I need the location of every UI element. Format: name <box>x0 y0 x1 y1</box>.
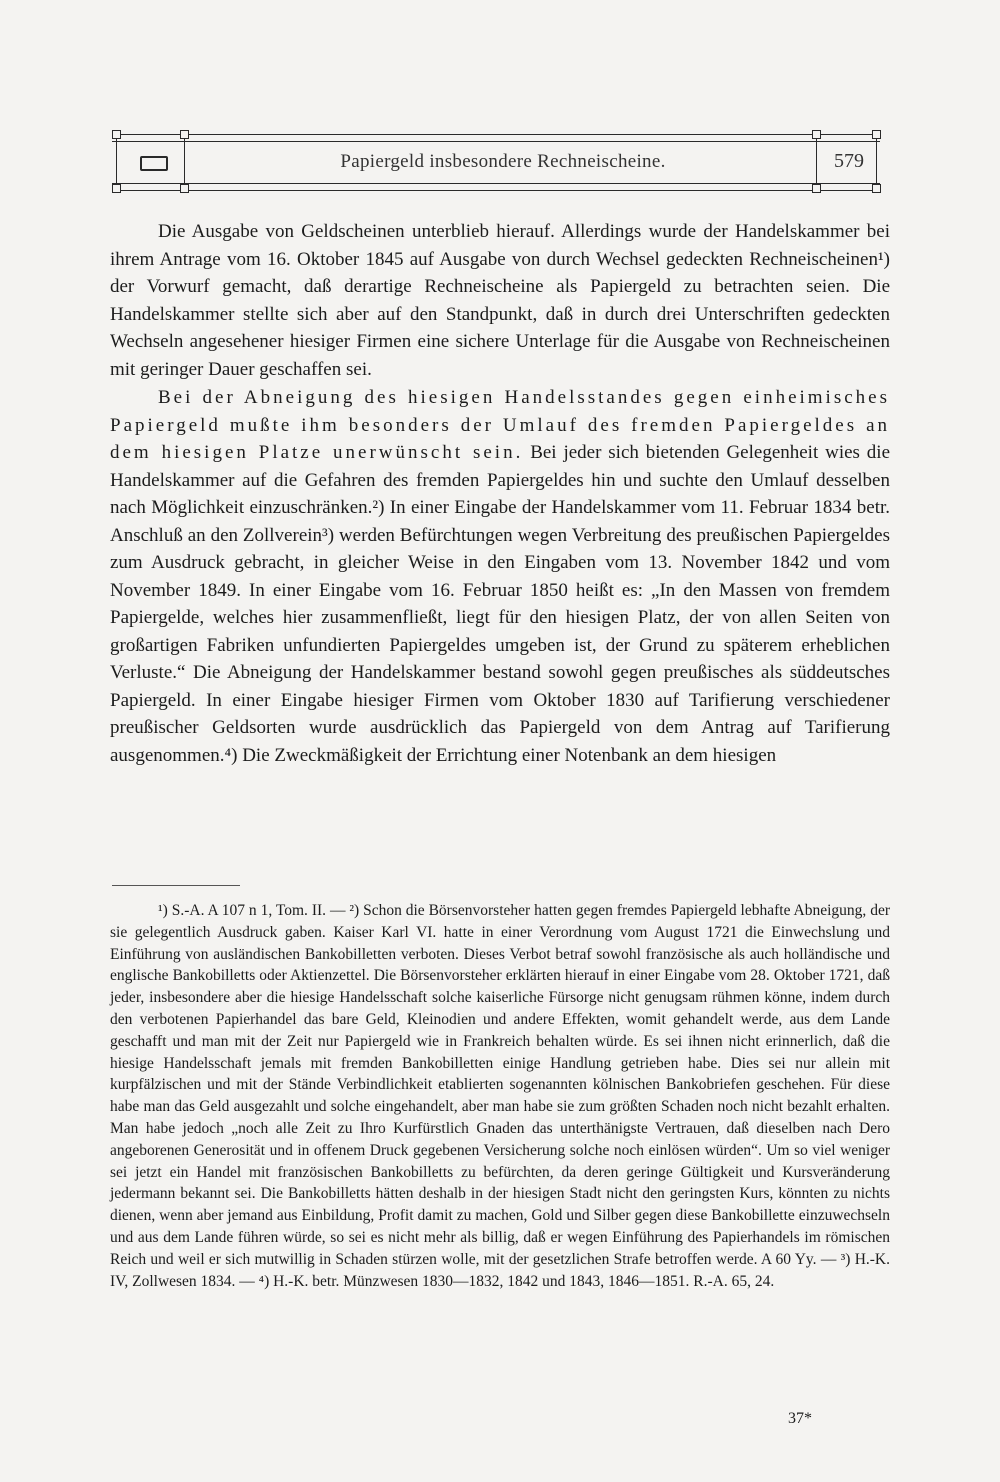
signature-mark: 37* <box>788 1410 812 1427</box>
header-corner-ornament <box>812 130 821 139</box>
paragraph-continuation: Bei jeder sich bietenden Gelegenheit wies die Handelskammer auf die Gefahren des fremden Papiergeldes hin und suchte den Umlauf desselben nach Möglichkeit einzuschränken.²) In einer Eingabe der Handelskammer vom 11. Februar 1834 betr. Anschluß an den Zollverein³) werden Befürchtungen wegen Verbreitung des preußischen Papiergeldes zum Ausdruck gebracht, in gleicher Weise in den Eingaben vom 13. November 1842 und vom November 1849. In einer Eingabe vom 16. Februar 1850 heißt es: „In den Massen von fremdem Papiergelde, welches hier zusammenfließt, liegt für den hiesigen Platz, der von allen Seiten von großartigen Fabriken unfundierten Papiergeldes umgeben ist, der Grund zu späterem erheblichen Verluste.“ Die Abneigung der Handelskammer bestand sowohl gegen preußisches als süddeutsches Papiergeld. In einer Eingabe hiesiger Firmen vom Oktober 1830 auf Tarifierung verschiedener preußischer Geldsorten wurde ausdrücklich das Papiergeld von dem Antrag auf Tarifierung ausgenommen.⁴) Die Zweckmäßigkeit der Errichtung einer Notenbank an dem hiesigen <box>110 442 890 766</box>
main-text <box>110 218 890 769</box>
header-box-ornament-icon <box>140 156 168 171</box>
spaced-emphasis: Bei der Abneigung des hiesigen Handelsstandes gegen einheimisches Papiergeld mußte ihm besonders der Umlauf des fremden Papiergeldes an dem hiesigen Platze unerwünscht sein. <box>110 387 890 463</box>
header-corner-ornament <box>112 184 121 193</box>
header-corner-ornament <box>872 184 881 193</box>
header-corner-ornament <box>180 184 189 193</box>
footnote-separator <box>112 885 240 886</box>
footnote-text: ¹) S.-A. A 107 n 1, Tom. II. — ²) Schon die Börsenvorsteher hatten gegen fremdes Papiergeld lebhafte Abneigung, der sie gelegentlich Ausdruck gaben. Kaiser Karl VI. hatte in einer Verordnung vom August 1721 die Einwechslung und Einführung von ausländischen Bankobilletten verboten. Dieses Verbot betraf sowohl französische als auch holländische und englische Bankobilletts oder Aktienzettel. Die Börsenvorsteher erklärten hierauf in einer Eingabe vom 28. Oktober 1721, daß jeder, insbesondere aber die hiesige Handelsschaft solche kaiserliche Fürsorge nicht genugsam rühmen könne, indem durch den verbotenen Papierhandel das bare Geld, Kleinodien und andere Effekten, womit gehandelt werde, aus dem Lande geschafft und man mit der Zeit nur Papiergeld wie in Frankreich behalten würde. Es sei ihnen nicht erinnerlich, daß die hiesige Handelsschaft jemals mit fremden Bankobilletten einige Handlung getrieben habe. Dies sei nur allein mit kurpfälzischen und mit der Stände Verbindlichkeit etablierten sogenannten kölnischen Bankobriefen geschehen. Für diese habe man das Geld ausgezahlt und solche eingehandelt, aber man habe sie zum größten Schaden noch nicht bezahlt erhalten. Man habe jedoch „noch alle Zeit zu Ihro Kurfürstlich Gnaden das unterthänigste Vertrauen, daß dieselben nach Dero angeborenen Generosität und in offenem Druck gegebenen Versicherung solche noch einlösen würden“. Um so viel weniger sei jetzt ein Handel mit französischen Bankobilletts zu befürchten, da deren geringe Gültigkeit und Kursveränderung jedermann bekannt sei. Die Bankobilletts hätten deshalb in der hiesigen Stadt nicht den geringsten Kurs, könnten zu nichts dienen, wenn aber jemand aus Einbildung, Profit damit zu machen, Gold und Silber gegen diese Bankobillette einzuwechseln und aus dem Lande führen würde, so sei es nicht mehr als billig, daß er wegen Einführung des Papierhandels im römischen Reich und weil er sich mutwillig in Schaden stürzen wolle, mit der gesetzlichen Strafe betroffen werde. A 60 Yy. — ³) H.-K. IV, Zollwesen 1834. — ⁴) H.-K. betr. Münzwesen 1830—1832, 1842 und 1843, 1846—1851. R.-A. 65, 24. <box>110 902 890 1290</box>
header-rule <box>112 141 880 142</box>
header-corner-ornament <box>812 184 821 193</box>
running-header <box>112 134 880 192</box>
header-rule <box>112 134 880 135</box>
page-number: 579 <box>834 150 864 172</box>
paragraph <box>110 384 890 769</box>
footnotes <box>110 900 890 1292</box>
paragraph: Die Ausgabe von Geldscheinen unterblieb hierauf. Allerdings wurde der Handelskammer bei ihrem Antrage vom 16. Oktober 1845 auf Ausgabe von durch Wechsel gedeckten Rechneischeinen¹) der Vorwurf gemacht, daß derartige Rechneischeine als Papiergeld zu betrachten seien. Die Handelskammer stellte sich aber auf den Standpunkt, daß in durch drei Unterschriften gedeckten Wechseln angesehener hiesiger Firmen eine sichere Unterlage für die Ausgabe von Rechneischeinen mit geringer Dauer geschaffen sei. <box>110 221 890 380</box>
header-rule <box>112 183 880 184</box>
header-corner-ornament <box>112 130 121 139</box>
header-corner-ornament <box>872 130 881 139</box>
running-title: Papiergeld insbesondere Rechneischeine. <box>340 151 666 172</box>
header-corner-ornament <box>180 130 189 139</box>
header-rule <box>112 190 880 191</box>
